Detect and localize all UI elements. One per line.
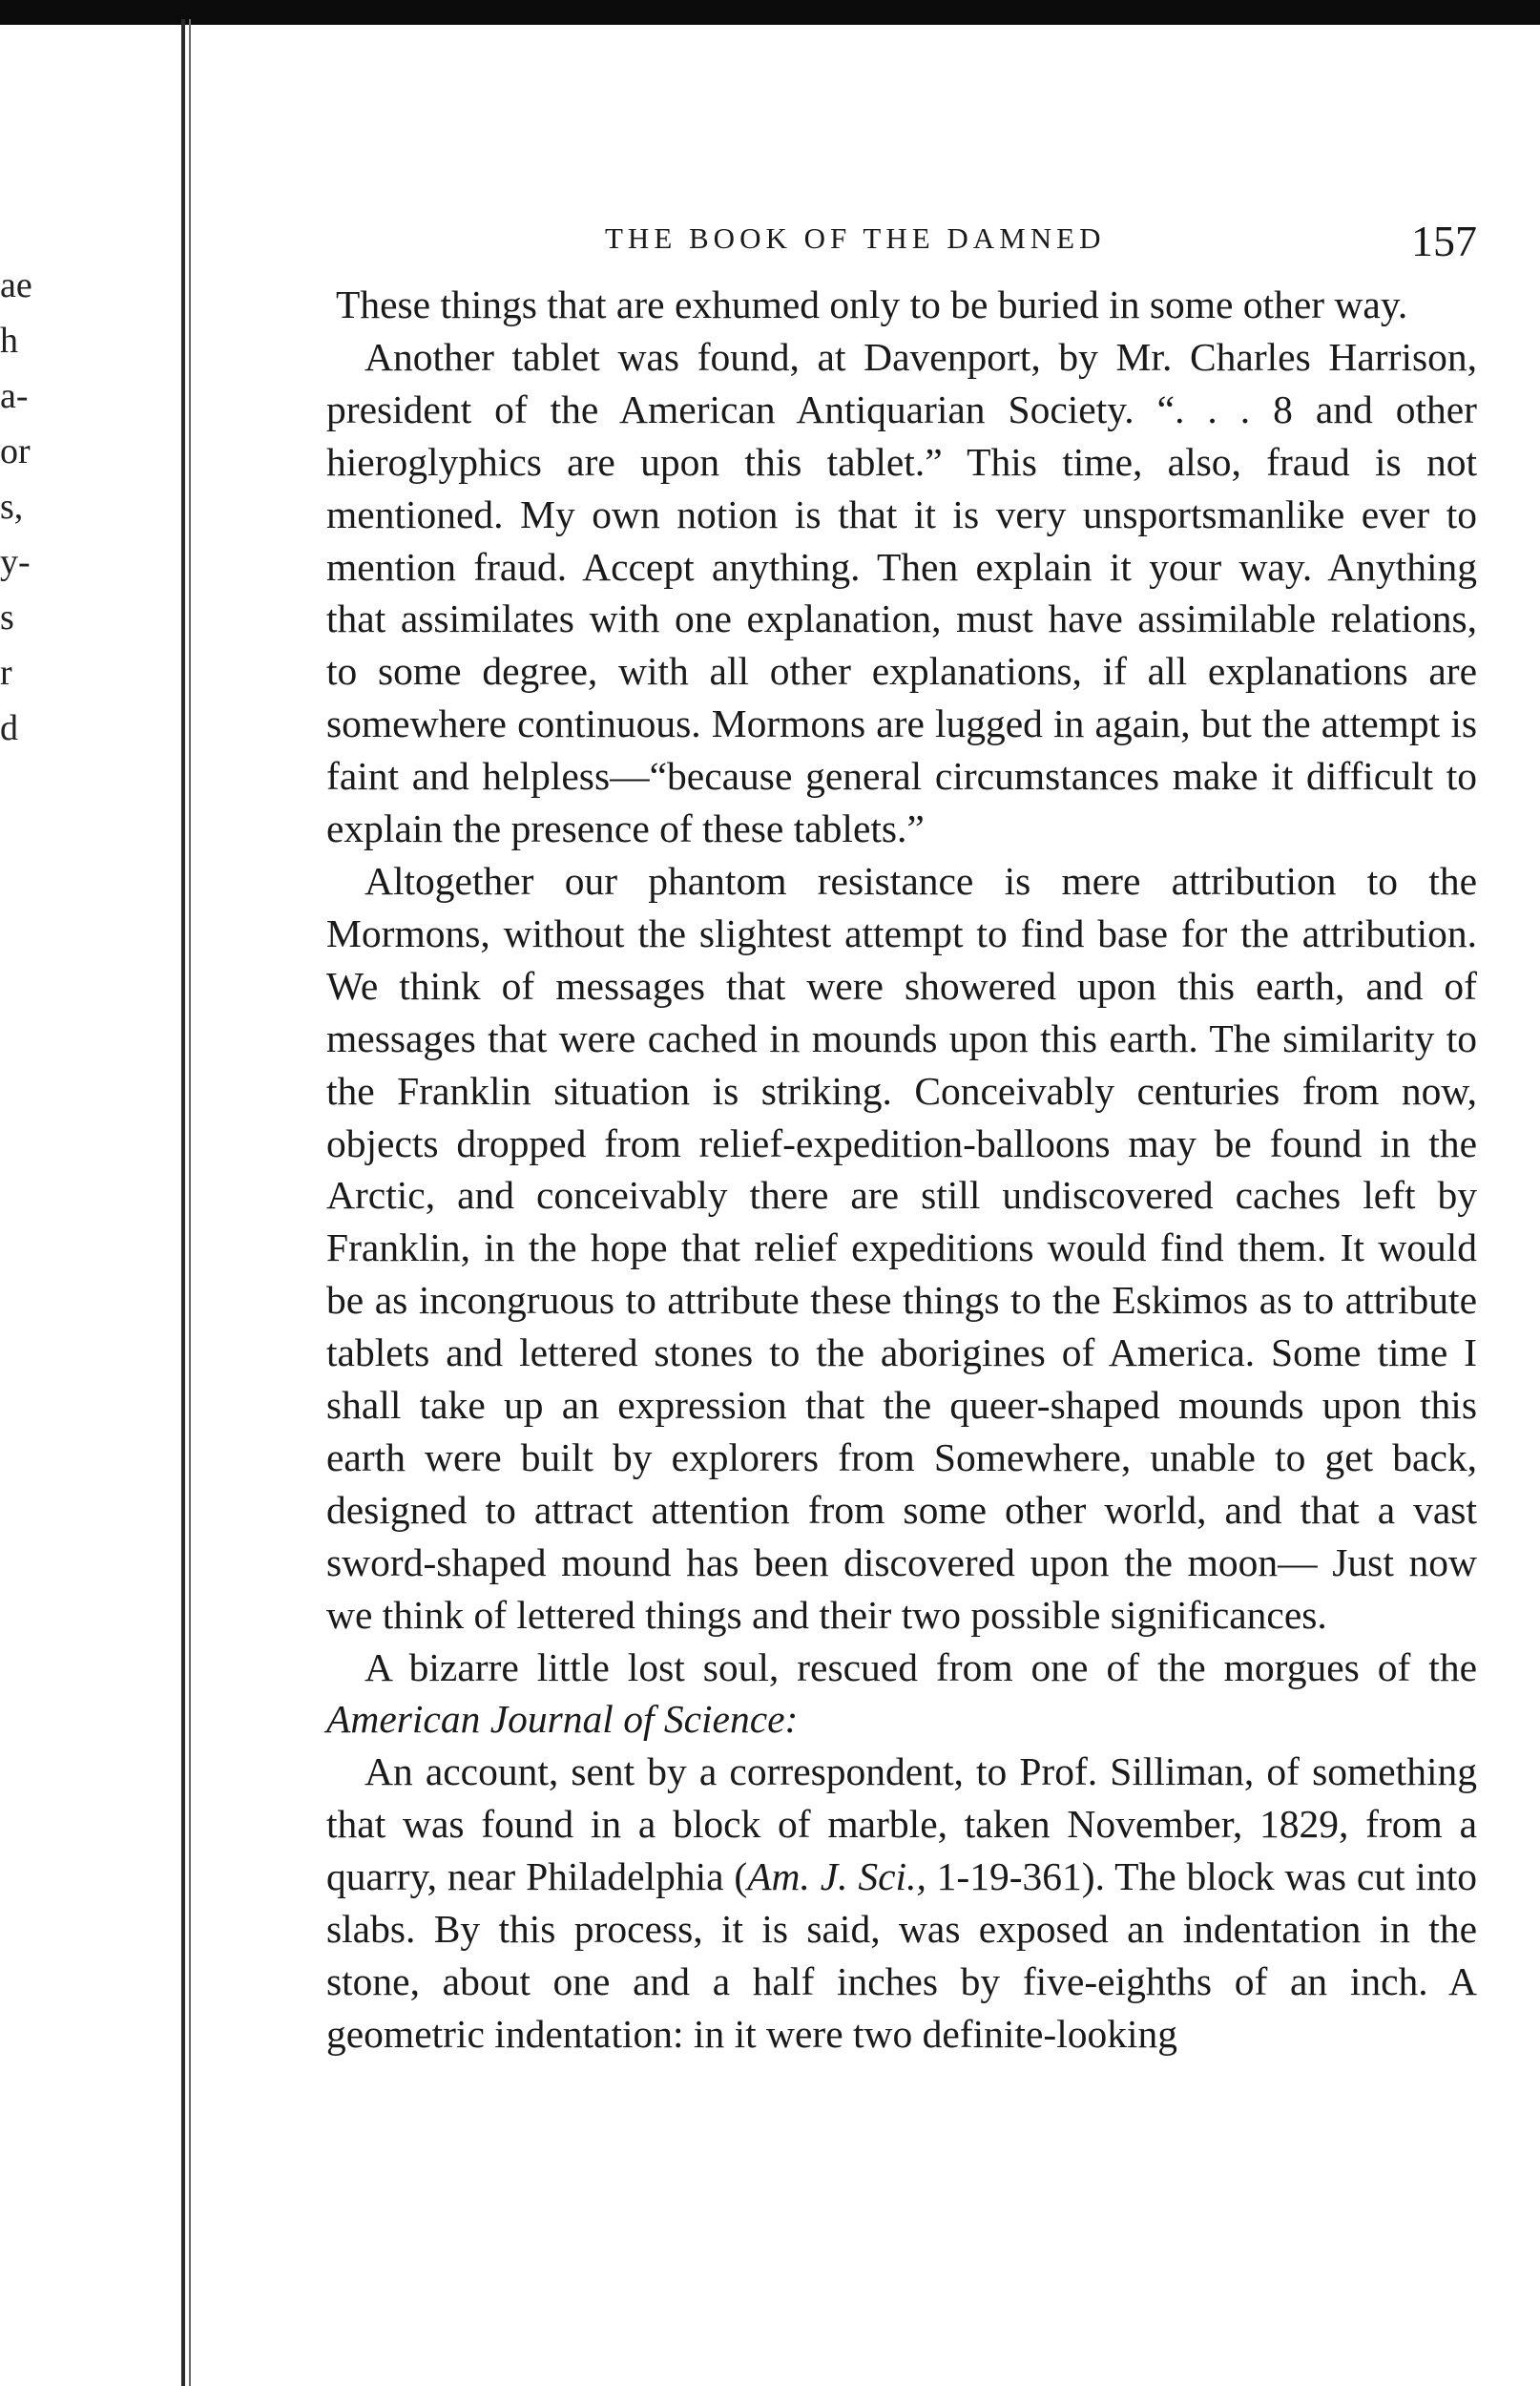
paragraph	[326, 331, 1477, 855]
scan-top-border	[0, 0, 1540, 25]
paragraph-text: 1-19-361). The block was cut into slabs. By this process, it is said, was exposed an indentation in the stone, about one and a half inches by five-eighths of an inch. A geometric indentation: in it were two definite-looking	[326, 1854, 1477, 2056]
facing-page-fragment: r	[0, 653, 12, 693]
paragraph	[326, 279, 1477, 331]
paragraph-text: Altogether our phantom resistance is mere attribution to the Mormons, without the slightest attempt to find base for the attribution. We think of messages that were showered upon this earth, and of messages that were cached in mounds upon this earth. The similarity to the Franklin situation is striking. Conceivably centuries from now, objects dropped from relief-expedition-balloons may be found in the Arctic, and conceivably there are still undiscovered caches left by Franklin, in the hope that relief expeditions would find them. It would be as incongruous to attribute these things to the Eskimos as to attribute tablets and lettered stones to the aborigines of America. Some time I shall take up an expression that the queer-shaped mounds upon this earth were built by explorers from Somewhere, unable to get back, designed to attract attention from some other world, and that a vast sword-shaped mound has been discovered upon the moon— Just now we think of lettered things and their two possible significances.	[326, 858, 1477, 1637]
facing-page-fragment: a-	[0, 376, 29, 416]
paragraph-text: These things that are exhumed only to be buried in some other way.	[336, 283, 1408, 326]
paragraph	[326, 855, 1477, 1642]
running-head	[326, 212, 1477, 279]
binding-gutter-shadow	[189, 19, 191, 2386]
journal-title-italic: American Journal of Science:	[326, 1697, 799, 1742]
citation-italic: Am. J. Sci.,	[747, 1854, 926, 1899]
facing-page-fragment: d	[0, 708, 18, 748]
facing-page-fragment: ae	[0, 265, 32, 305]
facing-page-fragment: h	[0, 321, 18, 361]
paragraph	[326, 1746, 1477, 2060]
page-number: 157	[1411, 217, 1477, 265]
facing-page-fragment: y-	[0, 542, 31, 582]
facing-page-fragment: s	[0, 597, 14, 638]
facing-page-fragment: or	[0, 431, 31, 471]
paragraph-text: An account, sent by a correspondent, to Prof. Silliman, of something that was found in a block of marble, taken November, 1829, from a quarry, near Philadelphia (	[326, 1749, 1477, 1899]
paragraph-text: Another tablet was found, at Davenport, by Mr. Charles Harrison, president of the American Antiquarian Society. “. . . 8 and other hieroglyphics are upon this tablet.” This time, also, fraud is not mentioned. My own notion is that it is very unsportsmanlike ever to mention fraud. Accept anything. Then explain it your way. Anything that assimilates with one explanation, must have assimilable relations, to some degree, with all other explanations, if all explanations are somewhere continuous. Mormons are lugged in again, but the attempt is faint and helpless—“because general circumstances make it difficult to explain the presence of these tablets.”	[326, 334, 1477, 851]
running-title: THE BOOK OF THE DAMNED	[605, 221, 1106, 255]
facing-page-fragment: s,	[0, 487, 24, 527]
book-page	[326, 212, 1477, 2061]
binding-gutter-line	[181, 19, 185, 2386]
facing-page-bleed	[0, 258, 32, 756]
paragraph-text: A bizarre little lost soul, rescued from one of the morgues of the	[364, 1644, 1477, 1689]
body-text	[326, 279, 1477, 2061]
paragraph	[326, 1642, 1477, 1747]
